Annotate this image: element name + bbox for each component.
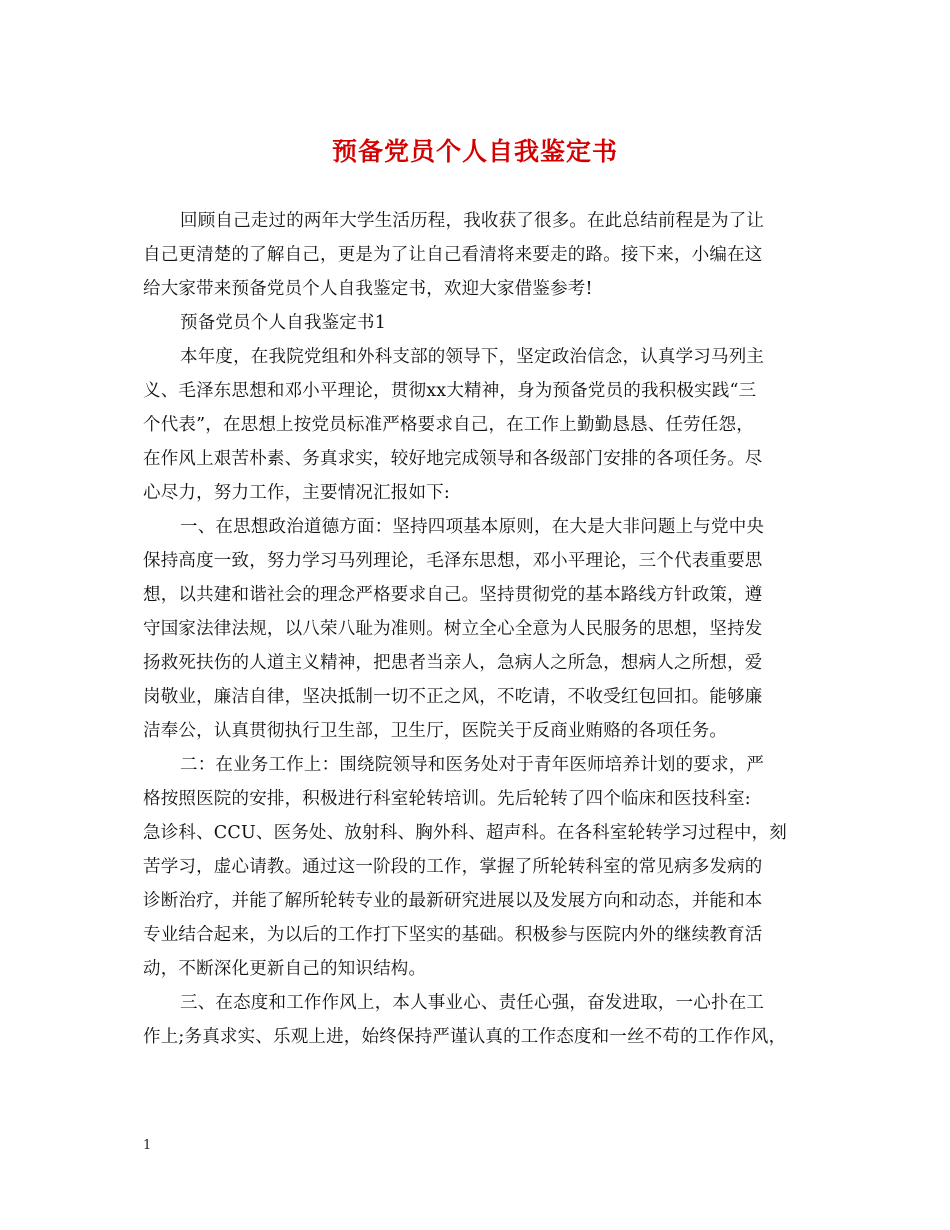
text-line: 预备党员个人自我鉴定书1	[180, 313, 387, 333]
text-line: 自己更清楚的了解自己，更是为了让自己看清将来要走的路。接下来，小编在这	[143, 245, 763, 265]
text-line: 苦学习，虚心请教。通过这一阶段的工作，掌握了所轮转科室的常见病多发病的	[143, 857, 763, 877]
text-line: 保持高度一致，努力学习马列理论，毛泽东思想，邓小平理论，三个代表重要思	[143, 551, 763, 571]
text-line: 给大家带来预备党员个人自我鉴定书，欢迎大家借鉴参考!	[143, 279, 593, 299]
text-line: 本年度，在我院党组和外科支部的领导下，坚定政治信念，认真学习马列主	[180, 347, 765, 367]
text-line: 在作风上艰苦朴素、务真求实，较好地完成领导和各级部门安排的各项任务。尽	[143, 449, 763, 469]
document-title: 预备党员个人自我鉴定书	[331, 137, 618, 166]
text-line: 动，不断深化更新自己的知识结构。	[143, 959, 427, 979]
text-line: 二：在业务工作上：围绕院领导和医务处对于青年医师培养计划的要求，严	[180, 755, 765, 775]
text-line: 洁奉公，认真贯彻执行卫生部，卫生厅，医院关于反商业贿赂的各项任务。	[143, 721, 728, 741]
text-line: 专业结合起来，为以后的工作打下坚实的基础。积极参与医院内外的继续教育活	[143, 925, 763, 945]
document-body	[143, 204, 815, 1054]
text-line: 想，以共建和谐社会的理念严格要求自己。坚持贯彻党的基本路线方针政策，遵	[143, 585, 763, 605]
text-line: 急诊科、CCU、医务处、放射科、胸外科、超声科。在各科室轮转学习过程中，刻	[143, 823, 787, 843]
text-line: 三、在态度和工作作风上，本人事业心、责任心强，奋发进取，一心扑在工	[180, 993, 765, 1013]
text-line: 心尽力，努力工作，主要情况汇报如下:	[143, 483, 450, 503]
text-line: 一、在思想政治道德方面：坚持四项基本原则，在大是大非问题上与党中央	[180, 517, 765, 537]
text-line: 守国家法律法规，以八荣八耻为准则。树立全心全意为人民服务的思想，坚持发	[143, 619, 763, 639]
page-number: 1	[143, 1138, 152, 1153]
text-line: 格按照医院的安排，积极进行科室轮转培训。先后轮转了四个临床和医技科室:	[143, 789, 751, 809]
text-line: 个代表”，在思想上按党员标准严格要求自己，在工作上勤勤恳恳、任劳任怨，	[143, 415, 754, 435]
text-line: 回顾自己走过的两年大学生活历程，我收获了很多。在此总结前程是为了让	[180, 211, 765, 231]
text-line: 诊断治疗，并能了解所轮转专业的最新研究进展以及发展方向和动态，并能和本	[143, 891, 763, 911]
text-line: 作上;务真求实、乐观上进，始终保持严谨认真的工作态度和一丝不苟的工作作风，	[143, 1027, 787, 1047]
text-line: 义、毛泽东思想和邓小平理论，贯彻xx大精神，身为预备党员的我积极实践“三	[143, 381, 757, 401]
text-line: 扬救死扶伤的人道主义精神，把患者当亲人，急病人之所急，想病人之所想，爱	[143, 653, 763, 673]
text-line: 岗敬业，廉洁自律，坚决抵制一切不正之风，不吃请，不收受红包回扣。能够廉	[143, 687, 763, 707]
